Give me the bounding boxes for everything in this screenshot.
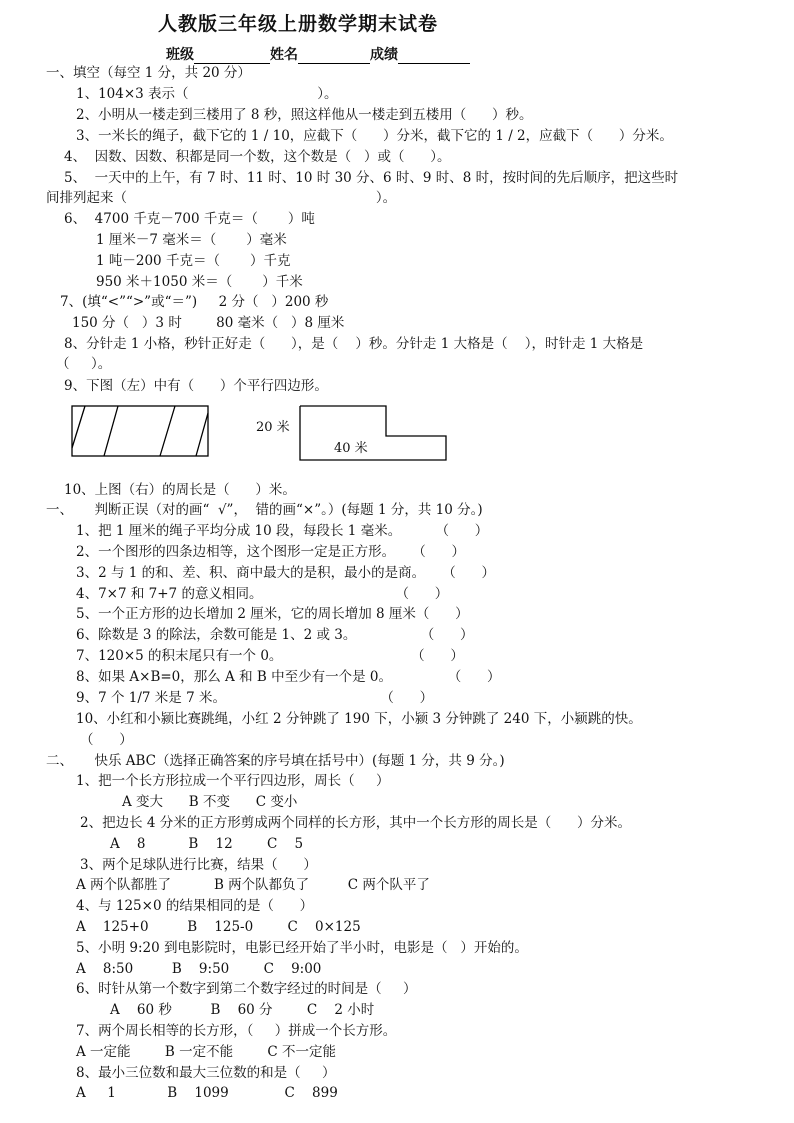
text-line: 间排列起来（ ）。 (46, 190, 397, 206)
text-line: 7、120×5 的积末尾只有一个 0。 （ ） (76, 648, 464, 664)
text-line: A 1 B 1099 C 899 (76, 1085, 338, 1101)
height-label: 20 米 (256, 420, 290, 435)
text-line: 一、填空（每空 1 分，共 20 分） (46, 65, 251, 81)
text-line: 4、与 125×0 的结果相同的是（ ） (76, 898, 314, 914)
text-line: 2、把边长 4 分米的正方形剪成两个同样的长方形，其中一个长方形的周长是（ ）分米。 (80, 815, 632, 831)
text-line: A 变大 B 不变 C 变小 (122, 794, 298, 810)
text-line: A 8:50 B 9:50 C 9:00 (76, 961, 322, 977)
text-line: 9、7 个 1/7 米是 7 米。 （ ） (76, 690, 434, 706)
text-line: A 一定能 B 一定不能 C 不一定能 (76, 1044, 337, 1060)
text-line: 2、小明从一楼走到三楼用了 8 秒，照这样他从一楼走到五楼用（ ）秒。 (76, 107, 533, 123)
text-line: 1 厘米－7 毫米＝（ ）毫米 (96, 232, 287, 248)
text-line: 10、小红和小颍比赛跳绳，小红 2 分钟跳了 190 下，小颍 3 分钟跳了 240 下，小颍跳的快。 (76, 711, 642, 727)
text-line: 5、小明 9:20 到电影院时，电影已经开始了半小时，电影是（ ）开始的。 (76, 940, 528, 956)
text-line: 150 分（ ）3 时 80 毫米（ ）8 厘米 (72, 315, 345, 331)
text-line: 950 米＋1050 米＝（ ）千米 (96, 274, 303, 290)
text-line: 二、 快乐 ABC（选择正确答案的序号填在括号中）(每题 1 分，共 9 分。) (46, 753, 505, 769)
text-line: 8、最小三位数和最大三位数的和是（ ） (76, 1065, 336, 1081)
text-line: 10、上图（右）的周长是（ ）米。 (64, 482, 296, 498)
text-line: 8、分针走 1 小格，秒针正好走（ ），是（ ）秒。分针走 1 大格是（ ），时针走 1 大格是 (64, 336, 644, 352)
name-label: 姓名 (270, 47, 298, 63)
text-line: A 两个队都胜了 B 两个队都负了 C 两个队平了 (76, 877, 430, 893)
text-line: 4、7×7 和 7+7 的意义相同。 （ ） (76, 586, 449, 602)
text-line: 6、时针从第一个数字到第二个数字经过的时间是（ ） (76, 981, 417, 997)
text-line: 3、两个足球队进行比赛，结果（ ） (80, 857, 317, 873)
parallelogram-figure-left (72, 406, 208, 456)
text-line: A 60 秒 B 60 分 C 2 小时 (110, 1002, 375, 1018)
width-label: 40 米 (334, 441, 368, 456)
text-line: 3、2 与 1 的和、差、积、商中最大的是积，最小的是商。 （ ） (76, 565, 496, 581)
text-line: 1 吨－200 千克＝（ ）千克 (96, 253, 291, 269)
text-line: A 125+0 B 125-0 C 0×125 (76, 919, 361, 935)
text-line: 4、 因数、因数、积都是同一个数，这个数是（ ）或（ ）。 (64, 149, 451, 165)
text-line: 6、除数是 3 的除法，余数可能是 1、2 或 3。 （ ） (76, 627, 474, 643)
page-title: 人教版三年级上册数学期末试卷 (158, 13, 439, 35)
text-line: 2、一个图形的四条边相等，这个图形一定是正方形。 （ ） (76, 544, 466, 560)
text-line: 5、 一天中的上午，有 7 时、11 时、10 时 30 分、6 时、9 时、8 时，按时间的先后顺序，把这些时 (64, 170, 679, 186)
text-line: 1、把一个长方形拉成一个平行四边形，周长（ ） (76, 773, 390, 789)
text-line: A 8 B 12 C 5 (110, 836, 304, 852)
text-line: （ ）。 (56, 356, 112, 372)
text-line: 9、下图（左）中有（ ）个平行四边形。 (64, 378, 328, 394)
text-line: 一、 判断正误（对的画“ √”， 错的画“×”。）(每题 1 分，共 10 分。) (46, 502, 483, 518)
text-line: （ ） (80, 732, 133, 748)
score-label: 成绩 (370, 47, 398, 63)
text-line: 8、如果 A×B=0，那么 A 和 B 中至少有一个是 0。 （ ） (76, 669, 501, 685)
text-line: 5、一个正方形的边长增加 2 厘米，它的周长增加 8 厘米（ ） (76, 606, 469, 622)
text-line: 3、一米长的绳子，截下它的 1 / 10，应截下（ ）分米，截下它的 1 / 2，应截下（ ）分米。 (76, 128, 673, 144)
text-line: 6、 4700 千克－700 千克＝（ ）吨 (64, 211, 315, 227)
text-line: 1、把 1 厘米的绳子平均分成 10 段，每段长 1 毫米。 （ ） (76, 523, 489, 539)
l-shape-figure-right (256, 406, 446, 460)
text-line: 7、两个周长相等的长方形，（ ）拼成一个长方形。 (76, 1023, 397, 1039)
text-line: 7、(填“<”“>”或“＝”) 2 分（ ）200 秒 (60, 294, 329, 310)
class-label: 班级 (166, 47, 194, 63)
text-line: 1、104×3 表示（ ）。 (76, 86, 338, 102)
